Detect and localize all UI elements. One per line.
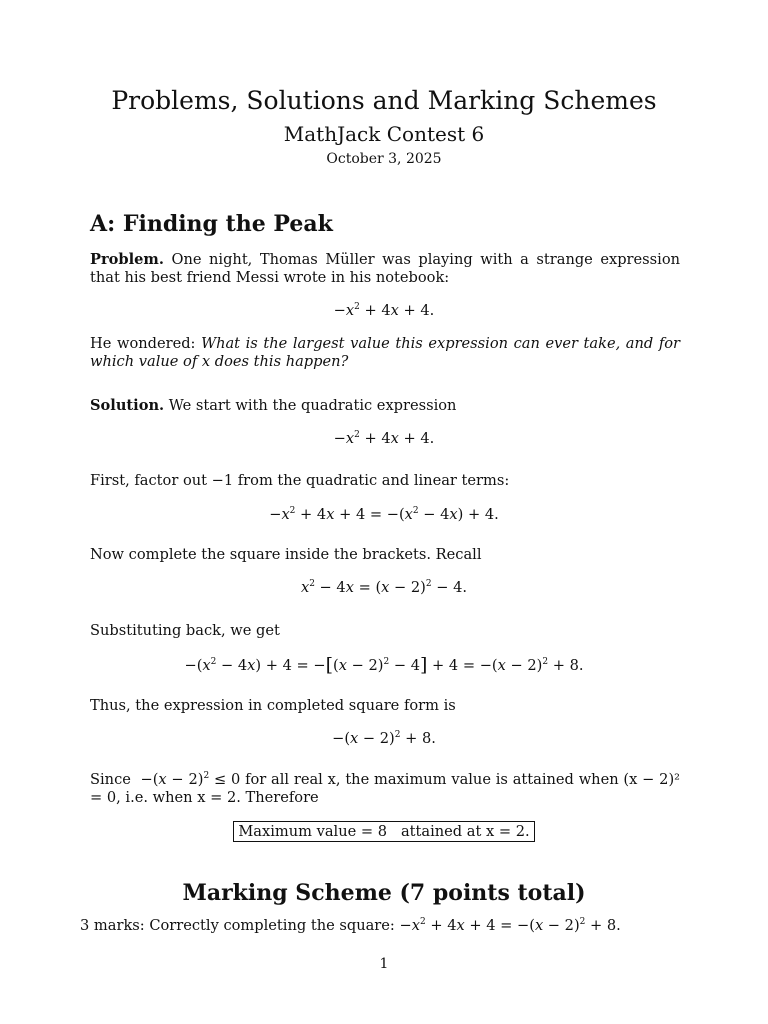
- document-subtitle: MathJack Contest 6: [283, 122, 485, 146]
- question-intro: He wondered:: [90, 335, 196, 352]
- solution-step5: Since $-(x - 2)^2 \le 0$ for all real x, the maximum value is attained when (x − 2)² = 0, i.e. when x = 2. Therefore: [90, 771, 680, 806]
- solution-step1: First, factor out −1 from the quadratic and linear terms:: [90, 472, 510, 489]
- marking-scheme-marks: 3 marks:: [80, 917, 145, 934]
- solution-step5-a: Since: [90, 771, 131, 788]
- marking-scheme-text: Correctly completing the square:: [149, 917, 395, 934]
- solution-intro-paragraph: [90, 397, 680, 415]
- equation-factor: $-x^2 + 4x + 4 = -(x^2 - 4x) + 4$.: [269, 506, 499, 523]
- solution-intro: We start with the quadratic expression: [168, 397, 457, 414]
- question-text: What is the largest value this expression can ever take, and for which value of x does this happen?: [90, 335, 680, 370]
- solution-label: Solution.: [90, 397, 165, 414]
- page-number: 1: [379, 956, 389, 972]
- problem-paragraph: [90, 251, 680, 287]
- solution-step3: Substituting back, we get: [90, 622, 280, 639]
- equation-recall: $x^2 - 4x = (x - 2)^2 - 4$.: [300, 579, 468, 596]
- document-date: October 3, 2025: [326, 151, 442, 167]
- section-heading: A: Finding the Peak: [90, 211, 333, 237]
- problem-label: Problem.: [90, 251, 164, 268]
- result-box: [233, 821, 534, 842]
- marking-scheme-heading: Marking Scheme (7 points total): [182, 880, 586, 906]
- question-paragraph: [90, 335, 680, 371]
- document-title: Problems, Solutions and Marking Schemes: [111, 86, 657, 115]
- marking-scheme-item: 3 marks: Correctly completing the square: $-x^2 + 4x + 4 = -(x - 2)^2 + 8$.: [80, 917, 621, 934]
- boxed-value: = 8: [360, 823, 388, 840]
- equation-expression-1: $-x^2 + 4x + 4$.: [333, 302, 435, 319]
- boxed-result: [0, 821, 768, 842]
- boxed-tail: attained at x = 2.: [400, 823, 530, 840]
- equation-substitute: $-(x^2 - 4x) + 4 = -[(x - 2)^2 - 4] + 4 = -(x - 2)^2 + 8$.: [184, 654, 584, 676]
- boxed-label: Maximum value: [238, 823, 357, 840]
- equation-completed-square: $-(x - 2)^2 + 8$.: [332, 730, 436, 747]
- solution-step5-b: for all real x, the maximum value is attained when (x − 2)² = 0, i.e. when x = 2. Therefore: [90, 771, 680, 806]
- solution-step4: Thus, the expression in completed square form is: [90, 697, 456, 714]
- solution-step2: Now complete the square inside the brackets. Recall: [90, 546, 482, 563]
- problem-text: One night, Thomas Müller was playing with a strange expression that his best friend Messi wrote in his notebook:: [90, 251, 680, 286]
- equation-expression-2: $-x^2 + 4x + 4$.: [333, 430, 435, 447]
